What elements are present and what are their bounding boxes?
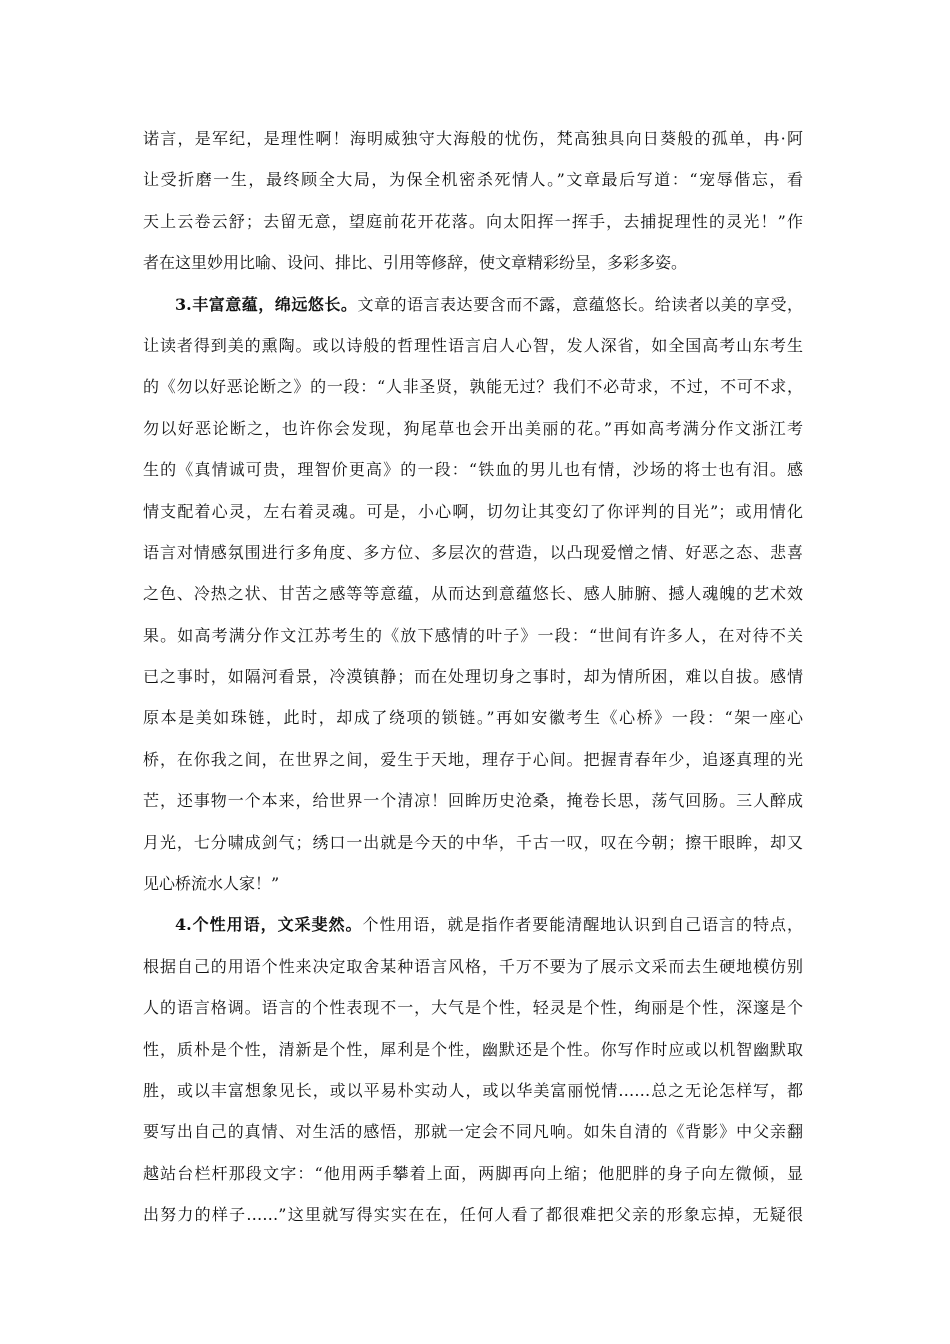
text-line	[143, 869, 803, 899]
text-line	[143, 662, 803, 692]
line-text: 原本是美如珠链，此时，却成了绕项的锁链。”再如安徽考生《心桥》一段：“架一座心	[143, 708, 803, 728]
line-text: 让受折磨一生，最终顾全大局，为保全机密杀死情人。”文章最后写道：“宠辱偕忘，看	[143, 170, 803, 190]
text-line	[143, 207, 803, 237]
line-text: 越站台栏杆那段文字：“他用两手攀着上面，两脚再向上缩；他肥胖的身子向左微倾，显	[143, 1163, 803, 1183]
line-text: 诺言，是军纪，是理性啊！海明威独守大海般的忧伤，梵高独具向日葵般的孤单，冉·阿	[143, 129, 803, 148]
text-line	[143, 745, 803, 775]
section-heading: 4.个性用语，文采斐然。	[175, 915, 363, 935]
line-text: 之色、冷热之状、甘苦之感等等意蕴，从而达到意蕴悠长、感人肺腑、撼人魂魄的艺术效	[143, 584, 803, 604]
line-text: 已之事时，如隔河看景，冷漠镇静；而在处理切身之事时，却为情所困，难以自拔。感情	[143, 667, 803, 687]
text-line	[143, 1035, 803, 1065]
line-text: 的《勿以好恶论断之》的一段：“人非圣贤，孰能无过？我们不必苛求，不过，不可不求，	[143, 377, 803, 397]
line-text: 月光，七分啸成剑气；绣口一出就是今天的中华，千古一叹，叹在今朝；擦干眼眸，却又	[143, 832, 803, 852]
text-line	[143, 538, 803, 568]
line-text: 见心桥流水人家！”	[143, 874, 280, 894]
line-text: 情支配着心灵，左右着灵魂。可是，小心啊，切勿让其变幻了你评判的目光”；或用情化	[143, 501, 803, 521]
text-line	[143, 455, 803, 485]
text-line	[143, 786, 803, 816]
line-text: 果。如高考满分作文江苏考生的《放下感情的叶子》一段：“世间有许多人，在对待不关	[143, 625, 803, 645]
section-heading: 3.丰富意蕴，绵远悠长。	[175, 294, 358, 314]
text-line	[143, 414, 803, 444]
text-line	[143, 1159, 803, 1189]
line-text: 个性用语，就是指作者要能清醒地认识到自己语言的特点，	[362, 915, 803, 935]
line-text: 勿以好恶论断之，也许你会发现，狗尾草也会开出美丽的花。”再如高考满分作文浙江考	[143, 418, 803, 438]
line-text: 性，质朴是个性，清新是个性，犀利是个性，幽默还是个性。你写作时应或以机智幽默取	[143, 1039, 803, 1059]
text-line	[143, 621, 803, 651]
body-text	[143, 124, 803, 1242]
line-text: 要写出自己的真情、对生活的感悟，那就一定会不同凡响。如朱自清的《背影》中父亲翻	[143, 1122, 803, 1142]
text-line	[143, 703, 803, 733]
line-text: 语言对情感氛围进行多角度、多方位、多层次的营造，以凸现爱憎之情、好恶之态、悲喜	[143, 542, 803, 562]
text-line	[143, 952, 803, 982]
line-text: 人的语言格调。语言的个性表现不一，大气是个性，轻灵是个性，绚丽是个性，深邃是个	[143, 998, 803, 1018]
text-line	[143, 828, 803, 858]
text-line	[143, 165, 803, 195]
line-text: 桥，在你我之间，在世界之间，爱生于天地，理存于心间。把握青春年少，追逐真理的光	[143, 749, 803, 769]
text-line	[143, 1200, 803, 1230]
section-line	[143, 910, 803, 940]
text-line	[143, 993, 803, 1023]
text-line	[143, 497, 803, 527]
section-line	[143, 290, 803, 320]
text-line	[143, 1117, 803, 1147]
line-text: 根据自己的用语个性来决定取舍某种语言风格，千万不要为了展示文采而去生硬地模仿别	[143, 956, 803, 976]
line-text: 文章的语言表达要含而不露，意蕴悠长。给读者以美的享受，	[357, 294, 803, 314]
text-line	[143, 372, 803, 402]
line-text: 生的《真情诚可贵，理智价更高》的一段：“铁血的男儿也有情，沙场的将士也有泪。感	[143, 460, 803, 480]
text-line	[143, 248, 803, 278]
line-text: 胜，或以丰富想象见长，或以平易朴实动人，或以华美富丽悦情……总之无论怎样写，都	[143, 1080, 803, 1100]
line-text: 出努力的样子……”这里就写得实实在在，任何人看了都很难把父亲的形象忘掉，无疑很	[143, 1205, 803, 1225]
line-text: 者在这里妙用比喻、设问、排比、引用等修辞，使文章精彩纷呈，多彩多姿。	[143, 253, 688, 273]
text-line	[143, 331, 803, 361]
text-line	[143, 124, 803, 154]
line-text: 天上云卷云舒；去留无意，望庭前花开花落。向太阳挥一挥手，去捕捉理性的灵光！”作	[143, 211, 803, 231]
text-line	[143, 1076, 803, 1106]
text-line	[143, 579, 803, 609]
line-text: 芒，还事物一个本来，给世界一个清凉！回眸历史沧桑，掩卷长思，荡气回肠。三人醉成	[143, 791, 803, 811]
line-text: 让读者得到美的熏陶。或以诗般的哲理性语言启人心智，发人深省，如全国高考山东考生	[143, 335, 803, 355]
